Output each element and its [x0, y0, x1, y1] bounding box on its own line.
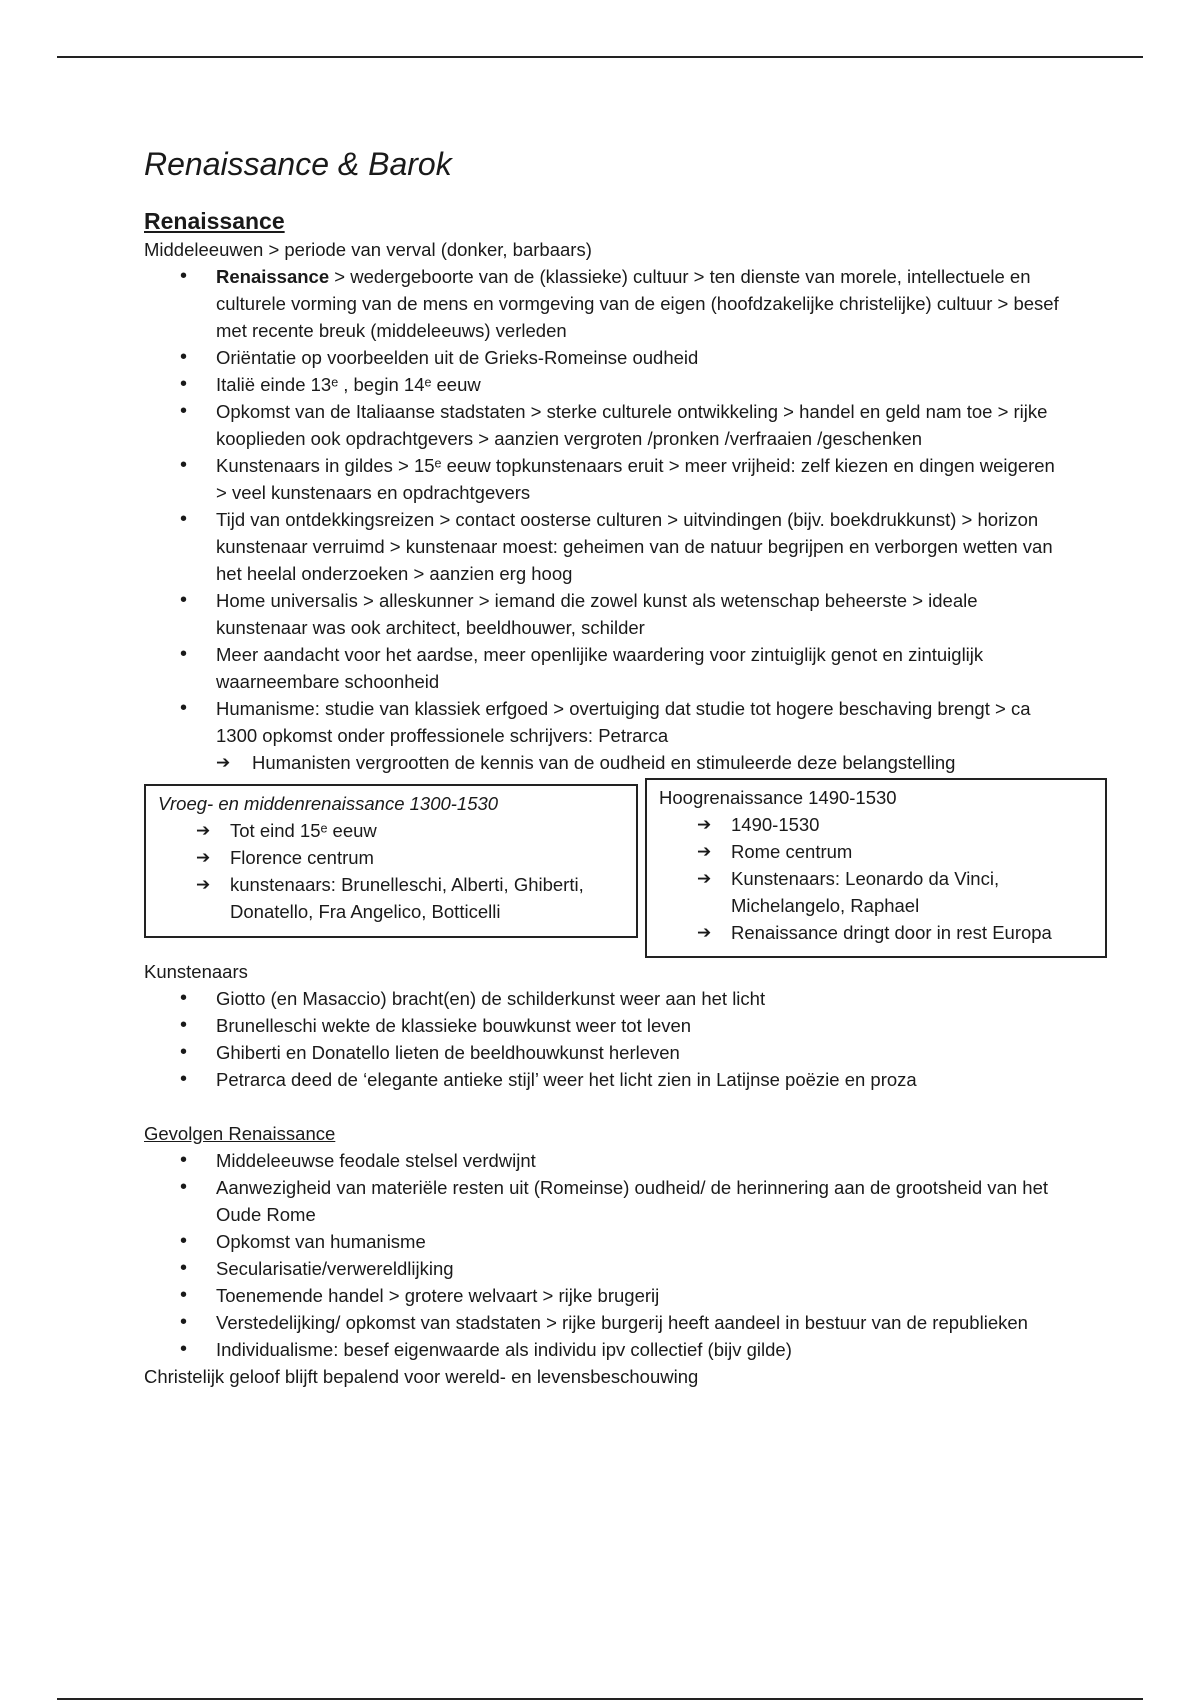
- list-item: • Individualisme: besef eigenwaarde als individu ipv collectief (bijv gilde): [216, 1336, 1064, 1363]
- early-renaissance-box: [144, 784, 638, 938]
- list-item-text: Home universalis > alleskunner > iemand die zowel kunst als wetenschap beheerste > ideale kunstenaar was ook architect, beeldhouwer, schilder: [216, 590, 978, 638]
- artists-list: [144, 985, 1064, 1093]
- page-title: Renaissance & Barok: [144, 146, 452, 182]
- arrow-item: ➔ Florence centrum: [230, 844, 626, 871]
- list-item-text: Humanisme: studie van klassiek erfgoed > overtuiging dat studie tot hogere beschaving brengt > ca 1300 opkomst onder proffessionele schrijvers: Petrarca: [216, 698, 1031, 746]
- list-item: • Aanwezigheid van materiële resten uit (Romeinse) oudheid/ de herinnering aan de grootsheid van het Oude Rome: [216, 1174, 1064, 1228]
- header-rule: [57, 56, 1143, 58]
- list-item: • Opkomst van humanisme: [216, 1228, 1064, 1255]
- list-item: [216, 641, 1064, 695]
- period-boxes: [144, 778, 1064, 958]
- closing-line: Christelijk geloof blijft bepalend voor wereld- en levensbeschouwing: [144, 1366, 699, 1387]
- list-item: • Ghiberti en Donatello lieten de beeldhouwkunst herleven: [216, 1039, 1064, 1066]
- arrow-item: ➔ Kunstenaars: Leonardo da Vinci, Michelangelo, Raphael: [731, 865, 1095, 919]
- consequences-heading: Gevolgen Renaissance: [144, 1123, 336, 1144]
- box-title: Vroeg- en middenrenaissance 1300-1530: [158, 793, 499, 814]
- list-item: [216, 695, 1064, 776]
- list-item: [216, 452, 1064, 506]
- spacer: [144, 1093, 1064, 1120]
- arrow-item: ➔ kunstenaars: Brunelleschi, Alberti, Ghiberti, Donatello, Fra Angelico, Botticelli: [230, 871, 626, 925]
- arrow-list: [659, 811, 1095, 946]
- renaissance-list: [144, 263, 1064, 776]
- keyword: Renaissance: [216, 266, 330, 287]
- list-item: • Brunelleschi wekte de klassieke bouwkunst weer tot leven: [216, 1012, 1064, 1039]
- list-item-text: Meer aandacht voor het aardse, meer openlijike waardering voor zintuiglijk genot en zintuiglijk waarneembare schoonheid: [216, 644, 984, 692]
- list-item: • Verstedelijking/ opkomst van stadstaten > rijke burgerij heeft aandeel in bestuur van de republieken: [216, 1309, 1064, 1336]
- list-item-text: Tijd van ontdekkingsreizen > contact oosterse culturen > uitvindingen (bijv. boekdrukkunst) > horizon kunstenaar verruimd > kunstenaar moest: geheimen van de natuur begrijpen en verborgen wetten van het heelal onderzoeken > aanzien erg hoog: [216, 509, 1053, 584]
- list-item-text: Italië einde 13ᵉ , begin 14ᵉ eeuw: [216, 374, 481, 395]
- consequences-list: [144, 1147, 1064, 1363]
- list-item: [216, 263, 1064, 344]
- document-body: [144, 140, 1064, 1390]
- list-item: • Petrarca deed de ‘elegante antieke stijl’ weer het licht zien in Latijnse poëzie en proza: [216, 1066, 1064, 1093]
- list-item-text: Oriëntatie op voorbeelden uit de Grieks-Romeinse oudheid: [216, 347, 699, 368]
- list-item-text: > wedergeboorte van de (klassieke) cultuur > ten dienste van morele, intellectuele en culturele vorming van de mens en vormgeving van de eigen (hoofdzakelijke christelijke) cultuur > besef met recente breuk (middeleeuws) verleden: [216, 266, 1059, 341]
- list-item-text: Opkomst van de Italiaanse stadstaten > sterke culturele ontwikkeling > handel en geld nam toe > rijke kooplieden ook opdrachtgevers > aanzien vergroten /pronken /verfraaien /geschenken: [216, 401, 1048, 449]
- list-item: [216, 398, 1064, 452]
- box-title: Hoogrenaissance 1490-1530: [659, 787, 897, 808]
- list-item-text: Kunstenaars in gildes > 15ᵉ eeuw topkunstenaars eruit > meer vrijheid: zelf kiezen en dingen weigeren > veel kunstenaars en opdrachtgevers: [216, 455, 1055, 503]
- arrow-item: ➔ Tot eind 15ᵉ eeuw: [230, 817, 626, 844]
- arrow-list: [216, 749, 1064, 776]
- list-item: [216, 587, 1064, 641]
- high-renaissance-box: [645, 778, 1107, 958]
- list-item: [216, 371, 1064, 398]
- list-item: [216, 506, 1064, 587]
- list-item: • Secularisatie/verwereldlijking: [216, 1255, 1064, 1282]
- arrow-item: ➔ Rome centrum: [731, 838, 1095, 865]
- arrow-item: ➔ Humanisten vergrootten de kennis van de oudheid en stimuleerde deze belangstelling: [252, 749, 1064, 776]
- list-item: • Giotto (en Masaccio) bracht(en) de schilderkunst weer aan het licht: [216, 985, 1064, 1012]
- list-item: • Middeleeuwse feodale stelsel verdwijnt: [216, 1147, 1064, 1174]
- artists-heading: Kunstenaars: [144, 961, 248, 982]
- arrow-item: ➔ Renaissance dringt door in rest Europa: [731, 919, 1095, 946]
- list-item: [216, 344, 1064, 371]
- list-item: • Toenemende handel > grotere welvaart > rijke brugerij: [216, 1282, 1064, 1309]
- arrow-list: [158, 817, 626, 925]
- intro-line: Middeleeuwen > periode van verval (donker, barbaars): [144, 239, 592, 260]
- arrow-item: ➔ 1490-1530: [731, 811, 1095, 838]
- section-heading: Renaissance: [144, 208, 285, 234]
